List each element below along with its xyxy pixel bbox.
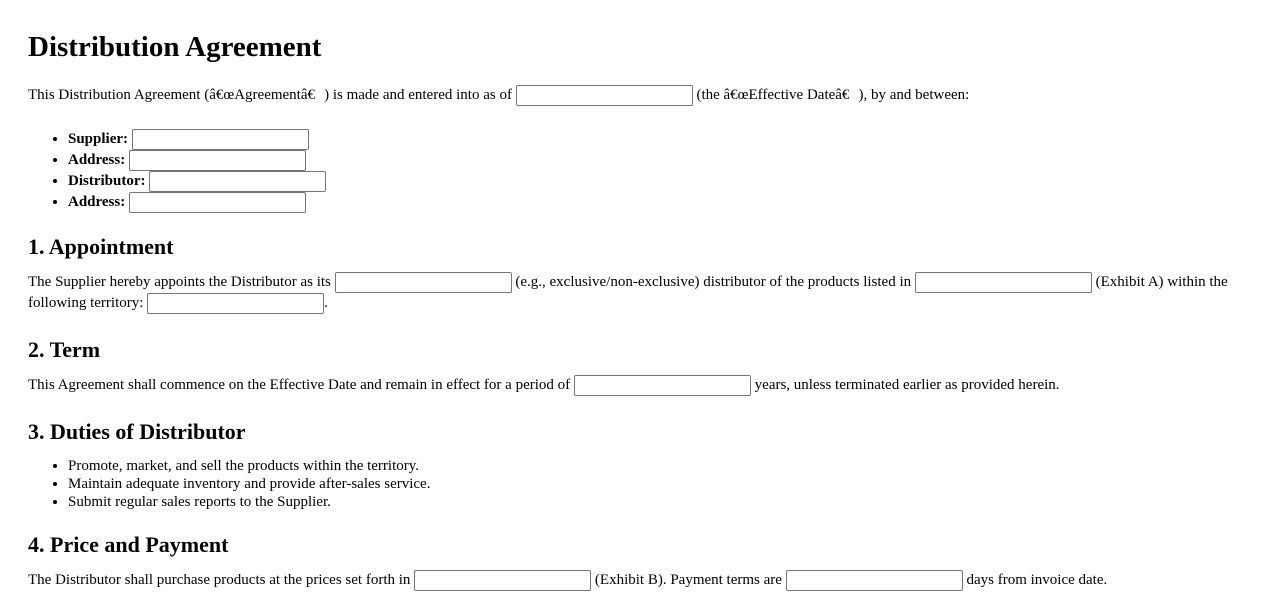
section-heading-appointment: 1. Appointment — [28, 234, 174, 260]
distributor-address-label: Address: — [68, 194, 126, 211]
distributor-address-field[interactable] — [129, 192, 306, 213]
appointment-paragraph — [28, 272, 1250, 314]
supplier-address-field[interactable] — [129, 150, 306, 171]
section-heading-duties: 3. Duties of Distributor — [28, 419, 246, 445]
section-heading-term: 2. Term — [28, 337, 101, 363]
intro-text-after: (the â€œEffective Dateâ€), by and between: — [696, 87, 970, 103]
term-text-b: years, unless terminated earlier as provided herein. — [754, 377, 1060, 394]
appointment-text-b: (e.g., exclusive/non-exclusive) distributor of the products listed in — [515, 274, 912, 291]
page-title: Distribution Agreement — [28, 31, 322, 63]
distributor-field[interactable] — [149, 171, 326, 192]
distributor-label: Distributor: — [68, 173, 146, 190]
list-item: • Maintain adequate inventory and provide after-sales service. — [68, 475, 1250, 493]
appointment-type-field[interactable] — [335, 272, 512, 293]
price-text-a: The Distributor shall purchase products at the prices set forth in — [28, 572, 411, 589]
appointment-text-c: (Exhibit A) within the following territory: — [28, 274, 1228, 312]
section-heading-price-payment: 4. Price and Payment — [28, 532, 229, 558]
supplier-field[interactable] — [132, 129, 309, 150]
list-item — [68, 192, 1250, 213]
term-paragraph — [28, 375, 1250, 396]
list-item: • Promote, market, and sell the products within the territory. — [68, 457, 1250, 475]
term-years-field[interactable] — [574, 375, 751, 396]
price-text-b: (Exhibit B). Payment terms are — [594, 572, 782, 589]
list-item: • Submit regular sales reports to the Supplier. — [68, 493, 1250, 511]
appointment-text-d: . — [324, 295, 328, 312]
agreement-document — [0, 30, 1278, 591]
price-list-field[interactable] — [414, 570, 591, 591]
intro-text-before: This Distribution Agreement (â€œAgreementâ€) is made and entered into as of — [28, 87, 512, 103]
intro-paragraph — [28, 85, 1250, 106]
price-payment-paragraph — [28, 570, 1250, 591]
supplier-address-label: Address: — [68, 152, 126, 169]
payment-days-field[interactable] — [786, 570, 963, 591]
list-item — [68, 171, 1250, 192]
list-item — [68, 129, 1250, 150]
duties-list — [28, 457, 1250, 511]
parties-list — [28, 129, 1250, 213]
effective-date-field[interactable] — [516, 85, 693, 106]
term-text-a: This Agreement shall commence on the Effective Date and remain in effect for a period of — [28, 377, 571, 394]
price-text-c: days from invoice date. — [966, 572, 1108, 589]
list-item — [68, 150, 1250, 171]
appointment-text-a: The Supplier hereby appoints the Distributor as its — [28, 274, 331, 291]
supplier-label: Supplier: — [68, 131, 129, 148]
products-field[interactable] — [915, 272, 1092, 293]
territory-field[interactable] — [147, 293, 324, 314]
